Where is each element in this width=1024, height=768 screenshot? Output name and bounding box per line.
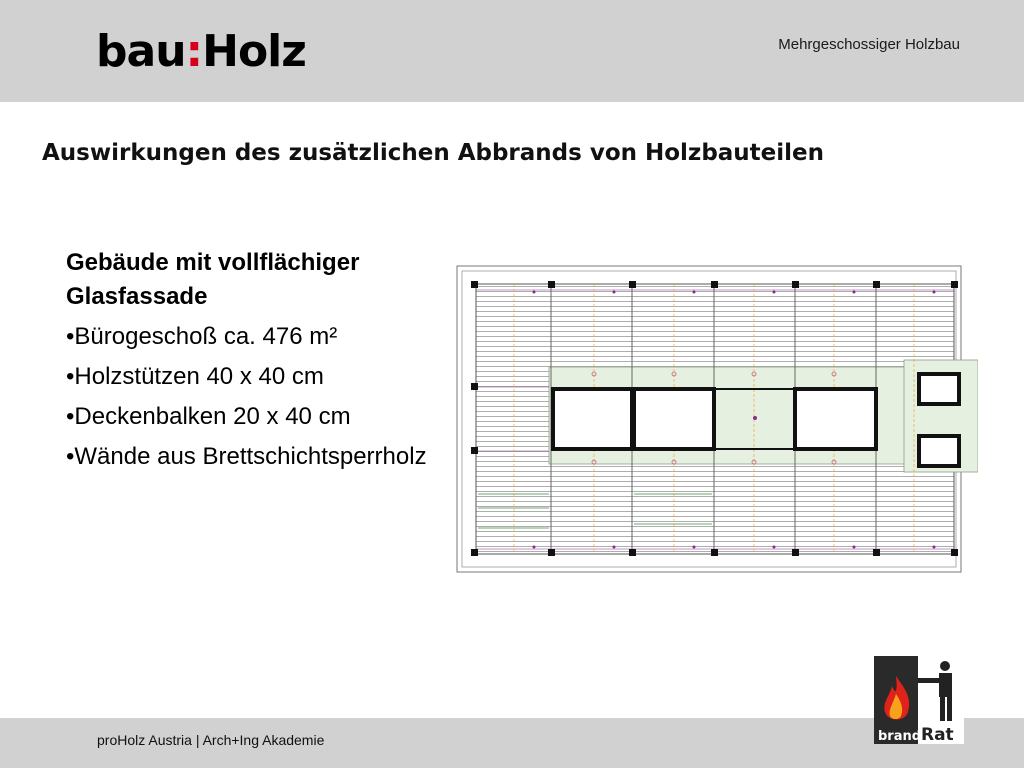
brandrat-word-rat: Rat — [921, 725, 954, 745]
logo-text-holz: Holz — [202, 26, 306, 77]
header-bar — [0, 0, 1024, 102]
brandrat-word-brand: brand — [878, 729, 922, 744]
logo-text-bau: bau — [96, 26, 186, 77]
floor-plan-drawing — [454, 262, 978, 576]
header-topic: Mehrgeschossiger Holzbau — [778, 36, 960, 53]
logo-colon: : — [185, 26, 203, 77]
bullet-columns: •Holzstützen 40 x 40 cm — [66, 363, 324, 390]
bullet-area: •Bürogeschoß ca. 476 m² — [66, 323, 338, 350]
slide-title: Auswirkungen des zusätzlichen Abbrands von Holzbauteilen — [42, 140, 825, 166]
bullet-beams: •Deckenbalken 20 x 40 cm — [66, 403, 351, 430]
subtitle-line-2: Glasfassade — [66, 283, 208, 310]
brandrat-logo — [874, 656, 964, 746]
subtitle-line-1: Gebäude mit vollflächiger — [66, 249, 360, 276]
footer-text: proHolz Austria | Arch+Ing Akademie — [97, 732, 325, 748]
bauholz-logo — [96, 26, 306, 78]
bullet-walls: •Wände aus Brettschichtsperrholz — [66, 443, 427, 470]
